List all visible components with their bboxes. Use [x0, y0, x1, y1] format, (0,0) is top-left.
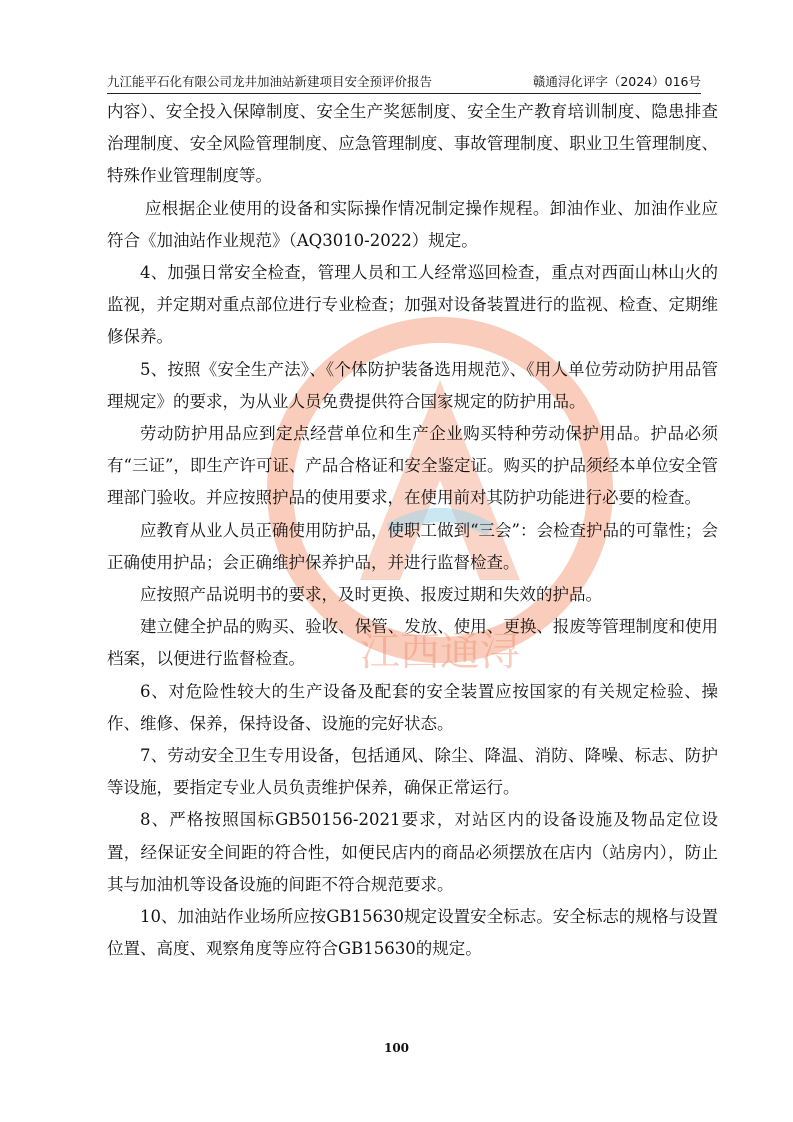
- paragraph: 7、劳动安全卫生专用设备，包括通风、除尘、降温、消防、降噪、标志、防护等设施，要指定专业人员负责维护保养，确保正常运行。: [107, 746, 718, 798]
- paragraph: 应按照产品说明书的要求，及时更换、报废过期和失效的护品。: [140, 585, 602, 605]
- watermark-text: 江西通浔: [360, 629, 520, 675]
- paragraph: 4、加强日常安全检查，管理人员和工人经常巡回检查，重点对西面山林山火的监视，并定期对重点部位进行专业检查；加强对设备装置进行的监视、检查、定期维修保养。: [107, 263, 718, 347]
- paragraph: 6、对危险性较大的生产设备及配套的安全装置应按国家的有关规定检验、操作、维修、保养，保持设备、设施的完好状态。: [107, 681, 718, 733]
- document-body: [107, 96, 718, 965]
- page-header: [107, 66, 701, 94]
- header-doc-number: 赣通浔化评字（2024）016号: [532, 74, 701, 89]
- paragraph: 10、加油站作业场所应按GB15630规定设置安全标志。安全标志的规格与设置位置、高度、观察角度等应符合GB15630的规定。: [107, 907, 718, 959]
- page-number: 100: [383, 1041, 410, 1055]
- paragraph: 应教育从业人员正确使用防护品，使职工做到“三会”：会检查护品的可靠性；会正确使用护品；会正确维护保养护品，并进行监督检查。: [107, 520, 718, 572]
- paragraph: 5、按照《安全生产法》、《个体防护装备选用规范》、《用人单位劳动防护用品管理规定》的要求，为从业人员免费提供符合国家规定的防护用品。: [107, 359, 718, 411]
- paragraph: 8、严格按照国标GB50156-2021要求，对站区内的设备设施及物品定位设置，经保证安全间距的符合性，如便民店内的商品必须摆放在店内（站房内），防止其与加油机等设备设施的间距不符合规范要求。: [107, 810, 718, 894]
- paragraph: 应根据企业使用的设备和实际操作情况制定操作规程。卸油作业、加油作业应符合《加油站作业规范》（AQ3010-2022）规定。: [107, 198, 718, 250]
- paragraph: 劳动防护用品应到定点经营单位和生产企业购买特种劳动保护用品。护品必须有“三证”，即生产许可证、产品合格证和安全鉴定证。购买的护品须经本单位安全管理部门验收。并应按照护品的使用要求，在使用前对其防护功能进行必要的检查。: [107, 424, 718, 508]
- paragraph: 内容）、安全投入保障制度、安全生产奖惩制度、安全生产教育培训制度、隐患排查治理制度、安全风险管理制度、应急管理制度、事故管理制度、职业卫生管理制度、特殊作业管理制度等。: [107, 102, 718, 186]
- paragraph: 建立健全护品的购买、验收、保管、发放、使用、更换、报废等管理制度和使用档案，以便进行监督检查。: [107, 617, 718, 669]
- header-title: 九江能平石化有限公司龙井加油站新建项目安全预评价报告: [107, 74, 433, 89]
